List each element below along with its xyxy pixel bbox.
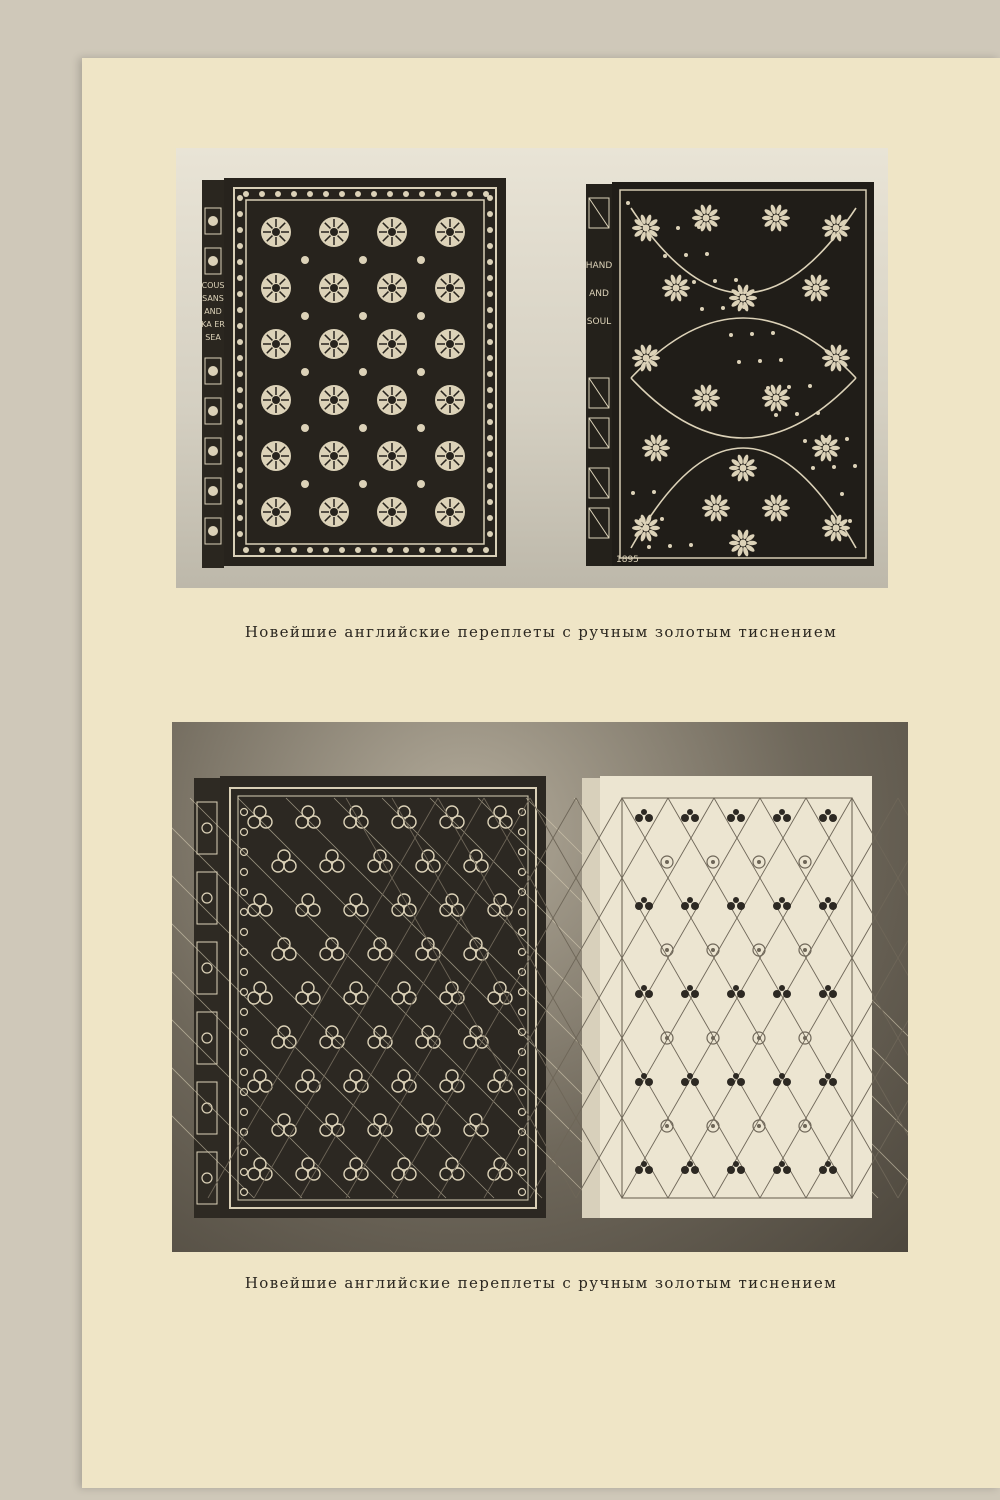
dot-ornament [359, 312, 367, 320]
border-leaf [451, 547, 457, 553]
rosette-ornament [377, 497, 407, 527]
rosette-ornament [319, 385, 349, 415]
rosette-ornament [319, 217, 349, 247]
leaf-dot [639, 518, 643, 522]
leaf-dot [721, 306, 725, 310]
leaf-dot [729, 333, 733, 337]
border-leaf [237, 531, 243, 537]
border-leaf [237, 387, 243, 393]
border-leaf [387, 547, 393, 553]
rosette-ornament [261, 273, 291, 303]
plate-caption-bottom: Новейшие английские переплеты с ручным золотым тиснением [244, 1274, 838, 1292]
rosette-ornament [435, 497, 465, 527]
dot-ornament [359, 424, 367, 432]
leaf-dot [848, 519, 852, 523]
leaf-dot [684, 253, 688, 257]
border-leaf [487, 211, 493, 217]
dot-ornament [417, 312, 425, 320]
border-leaf [307, 191, 313, 197]
spine-rosette [208, 256, 218, 266]
border-leaf [487, 371, 493, 377]
leaf-dot [713, 279, 717, 283]
leaf-dot [774, 413, 778, 417]
border-leaf [237, 259, 243, 265]
border-leaf [487, 403, 493, 409]
border-leaf [237, 483, 243, 489]
rosette-ornament [435, 385, 465, 415]
border-leaf [291, 547, 297, 553]
border-leaf [237, 195, 243, 201]
border-leaf [237, 403, 243, 409]
border-leaf [237, 211, 243, 217]
border-leaf [259, 547, 265, 553]
dot-ornament [359, 368, 367, 376]
border-leaf [487, 307, 493, 313]
rosette-ornament [319, 329, 349, 359]
border-leaf [487, 339, 493, 345]
border-leaf [487, 275, 493, 281]
dot-ornament [301, 256, 309, 264]
border-leaf [339, 547, 345, 553]
leaf-dot [816, 411, 820, 415]
border-leaf [487, 435, 493, 441]
spine-rosette [208, 486, 218, 496]
spine-rosette [208, 526, 218, 536]
leaf-dot [795, 412, 799, 416]
rosette-ornament [377, 217, 407, 247]
rosette-ornament [261, 385, 291, 415]
spine-title-line: SEA [205, 333, 221, 342]
border-leaf [371, 191, 377, 197]
border-leaf [237, 275, 243, 281]
plate-photo-top [176, 148, 888, 588]
border-leaf [237, 451, 243, 457]
rosette-ornament [319, 441, 349, 471]
border-leaf [237, 467, 243, 473]
spine-rosette [208, 406, 218, 416]
dot-ornament [301, 312, 309, 320]
leaf-dot [631, 491, 635, 495]
border-leaf [237, 291, 243, 297]
border-leaf [487, 323, 493, 329]
border-leaf [483, 547, 489, 553]
border-leaf [483, 191, 489, 197]
leaf-dot [840, 492, 844, 496]
leaf-dot [705, 252, 709, 256]
rosette-ornament [261, 329, 291, 359]
dot-ornament [359, 480, 367, 488]
border-leaf [487, 451, 493, 457]
border-leaf [339, 191, 345, 197]
border-leaf [237, 515, 243, 521]
border-leaf [487, 243, 493, 249]
border-leaf [403, 547, 409, 553]
border-leaf [419, 547, 425, 553]
border-leaf [487, 355, 493, 361]
rosette-ornament [377, 273, 407, 303]
border-leaf [487, 531, 493, 537]
dot-ornament [417, 368, 425, 376]
leaf-dot [771, 331, 775, 335]
border-leaf [237, 371, 243, 377]
leaf-dot [692, 280, 696, 284]
plate-photo-bottom [172, 722, 908, 1252]
leaf-dot [787, 385, 791, 389]
spine-title-line: COUS [201, 281, 225, 290]
rosette-ornament [435, 217, 465, 247]
border-leaf [419, 191, 425, 197]
leaf-dot [803, 439, 807, 443]
border-leaf [237, 323, 243, 329]
rosette-ornament [435, 441, 465, 471]
book-page [82, 58, 1000, 1488]
spine-title-line: HAND [585, 261, 613, 271]
spine-title-line: SOUL [586, 317, 612, 327]
border-leaf [237, 243, 243, 249]
border-leaf [487, 467, 493, 473]
border-leaf [403, 191, 409, 197]
border-leaf [323, 547, 329, 553]
book-floral-scroll [586, 182, 874, 566]
leaf-dot [647, 545, 651, 549]
border-leaf [237, 435, 243, 441]
spine-rosette [208, 366, 218, 376]
leaf-dot [734, 278, 738, 282]
leaf-dot [811, 466, 815, 470]
leaf-dot [626, 201, 630, 205]
rosette-ornament [435, 329, 465, 359]
border-leaf [243, 191, 249, 197]
rosette-ornament [377, 385, 407, 415]
plate-caption-top: Новейшие английские переплеты с ручным золотым тиснением [244, 623, 838, 641]
leaf-dot [824, 438, 828, 442]
border-leaf [467, 547, 473, 553]
leaf-dot [668, 544, 672, 548]
dot-ornament [301, 368, 309, 376]
rosette-ornament [261, 441, 291, 471]
border-leaf [487, 291, 493, 297]
leaf-dot [853, 464, 857, 468]
leaf-dot [737, 360, 741, 364]
leaf-dot [779, 358, 783, 362]
dot-ornament [301, 480, 309, 488]
spine-rosette [208, 216, 218, 226]
border-leaf [467, 191, 473, 197]
border-leaf [487, 499, 493, 505]
rosette-ornament [319, 273, 349, 303]
spine-title-line: AND [589, 289, 609, 299]
border-leaf [451, 191, 457, 197]
border-leaf [237, 227, 243, 233]
border-leaf [487, 259, 493, 265]
leaf-dot [652, 490, 656, 494]
border-leaf [387, 191, 393, 197]
border-leaf [355, 547, 361, 553]
border-leaf [237, 499, 243, 505]
spine-rosette [208, 446, 218, 456]
border-leaf [259, 191, 265, 197]
leaf-dot [845, 437, 849, 441]
leaf-dot [697, 225, 701, 229]
dot-ornament [417, 480, 425, 488]
dot-ornament [301, 424, 309, 432]
leaf-dot [832, 465, 836, 469]
border-leaf [237, 355, 243, 361]
cover-date: 1895 [616, 555, 639, 565]
leaf-dot [676, 226, 680, 230]
rosette-ornament [261, 497, 291, 527]
border-leaf [323, 191, 329, 197]
leaf-dot [766, 386, 770, 390]
border-leaf [487, 483, 493, 489]
spine-title-line: SANS [202, 294, 224, 303]
border-leaf [275, 191, 281, 197]
leaf-dot [655, 227, 659, 231]
lattice-line [898, 798, 908, 1198]
border-leaf [435, 547, 441, 553]
leaf-dot [750, 332, 754, 336]
border-leaf [435, 191, 441, 197]
border-leaf [487, 419, 493, 425]
rosette-ornament [435, 273, 465, 303]
book-rosette-trellis [201, 178, 506, 568]
border-leaf [487, 515, 493, 521]
border-leaf [291, 191, 297, 197]
border-leaf [237, 307, 243, 313]
border-leaf [307, 547, 313, 553]
leaf-dot [700, 307, 704, 311]
border-leaf [237, 339, 243, 345]
rosette-ornament [319, 497, 349, 527]
leaf-dot [808, 384, 812, 388]
border-leaf [275, 547, 281, 553]
spine-title-line: KA ER [201, 320, 225, 329]
dot-ornament [359, 256, 367, 264]
leaf-dot [663, 254, 667, 258]
leaf-dot [689, 543, 693, 547]
rosette-ornament [377, 441, 407, 471]
spine-title-line: AND [204, 307, 222, 316]
rosette-ornament [377, 329, 407, 359]
border-leaf [487, 227, 493, 233]
border-leaf [243, 547, 249, 553]
border-leaf [371, 547, 377, 553]
border-leaf [355, 191, 361, 197]
lattice-line [898, 798, 908, 1198]
rosette-ornament [261, 217, 291, 247]
leaf-dot [742, 305, 746, 309]
dot-ornament [417, 256, 425, 264]
leaf-dot [758, 359, 762, 363]
border-leaf [487, 387, 493, 393]
border-leaf [237, 419, 243, 425]
leaf-dot [660, 517, 664, 521]
dot-ornament [417, 424, 425, 432]
